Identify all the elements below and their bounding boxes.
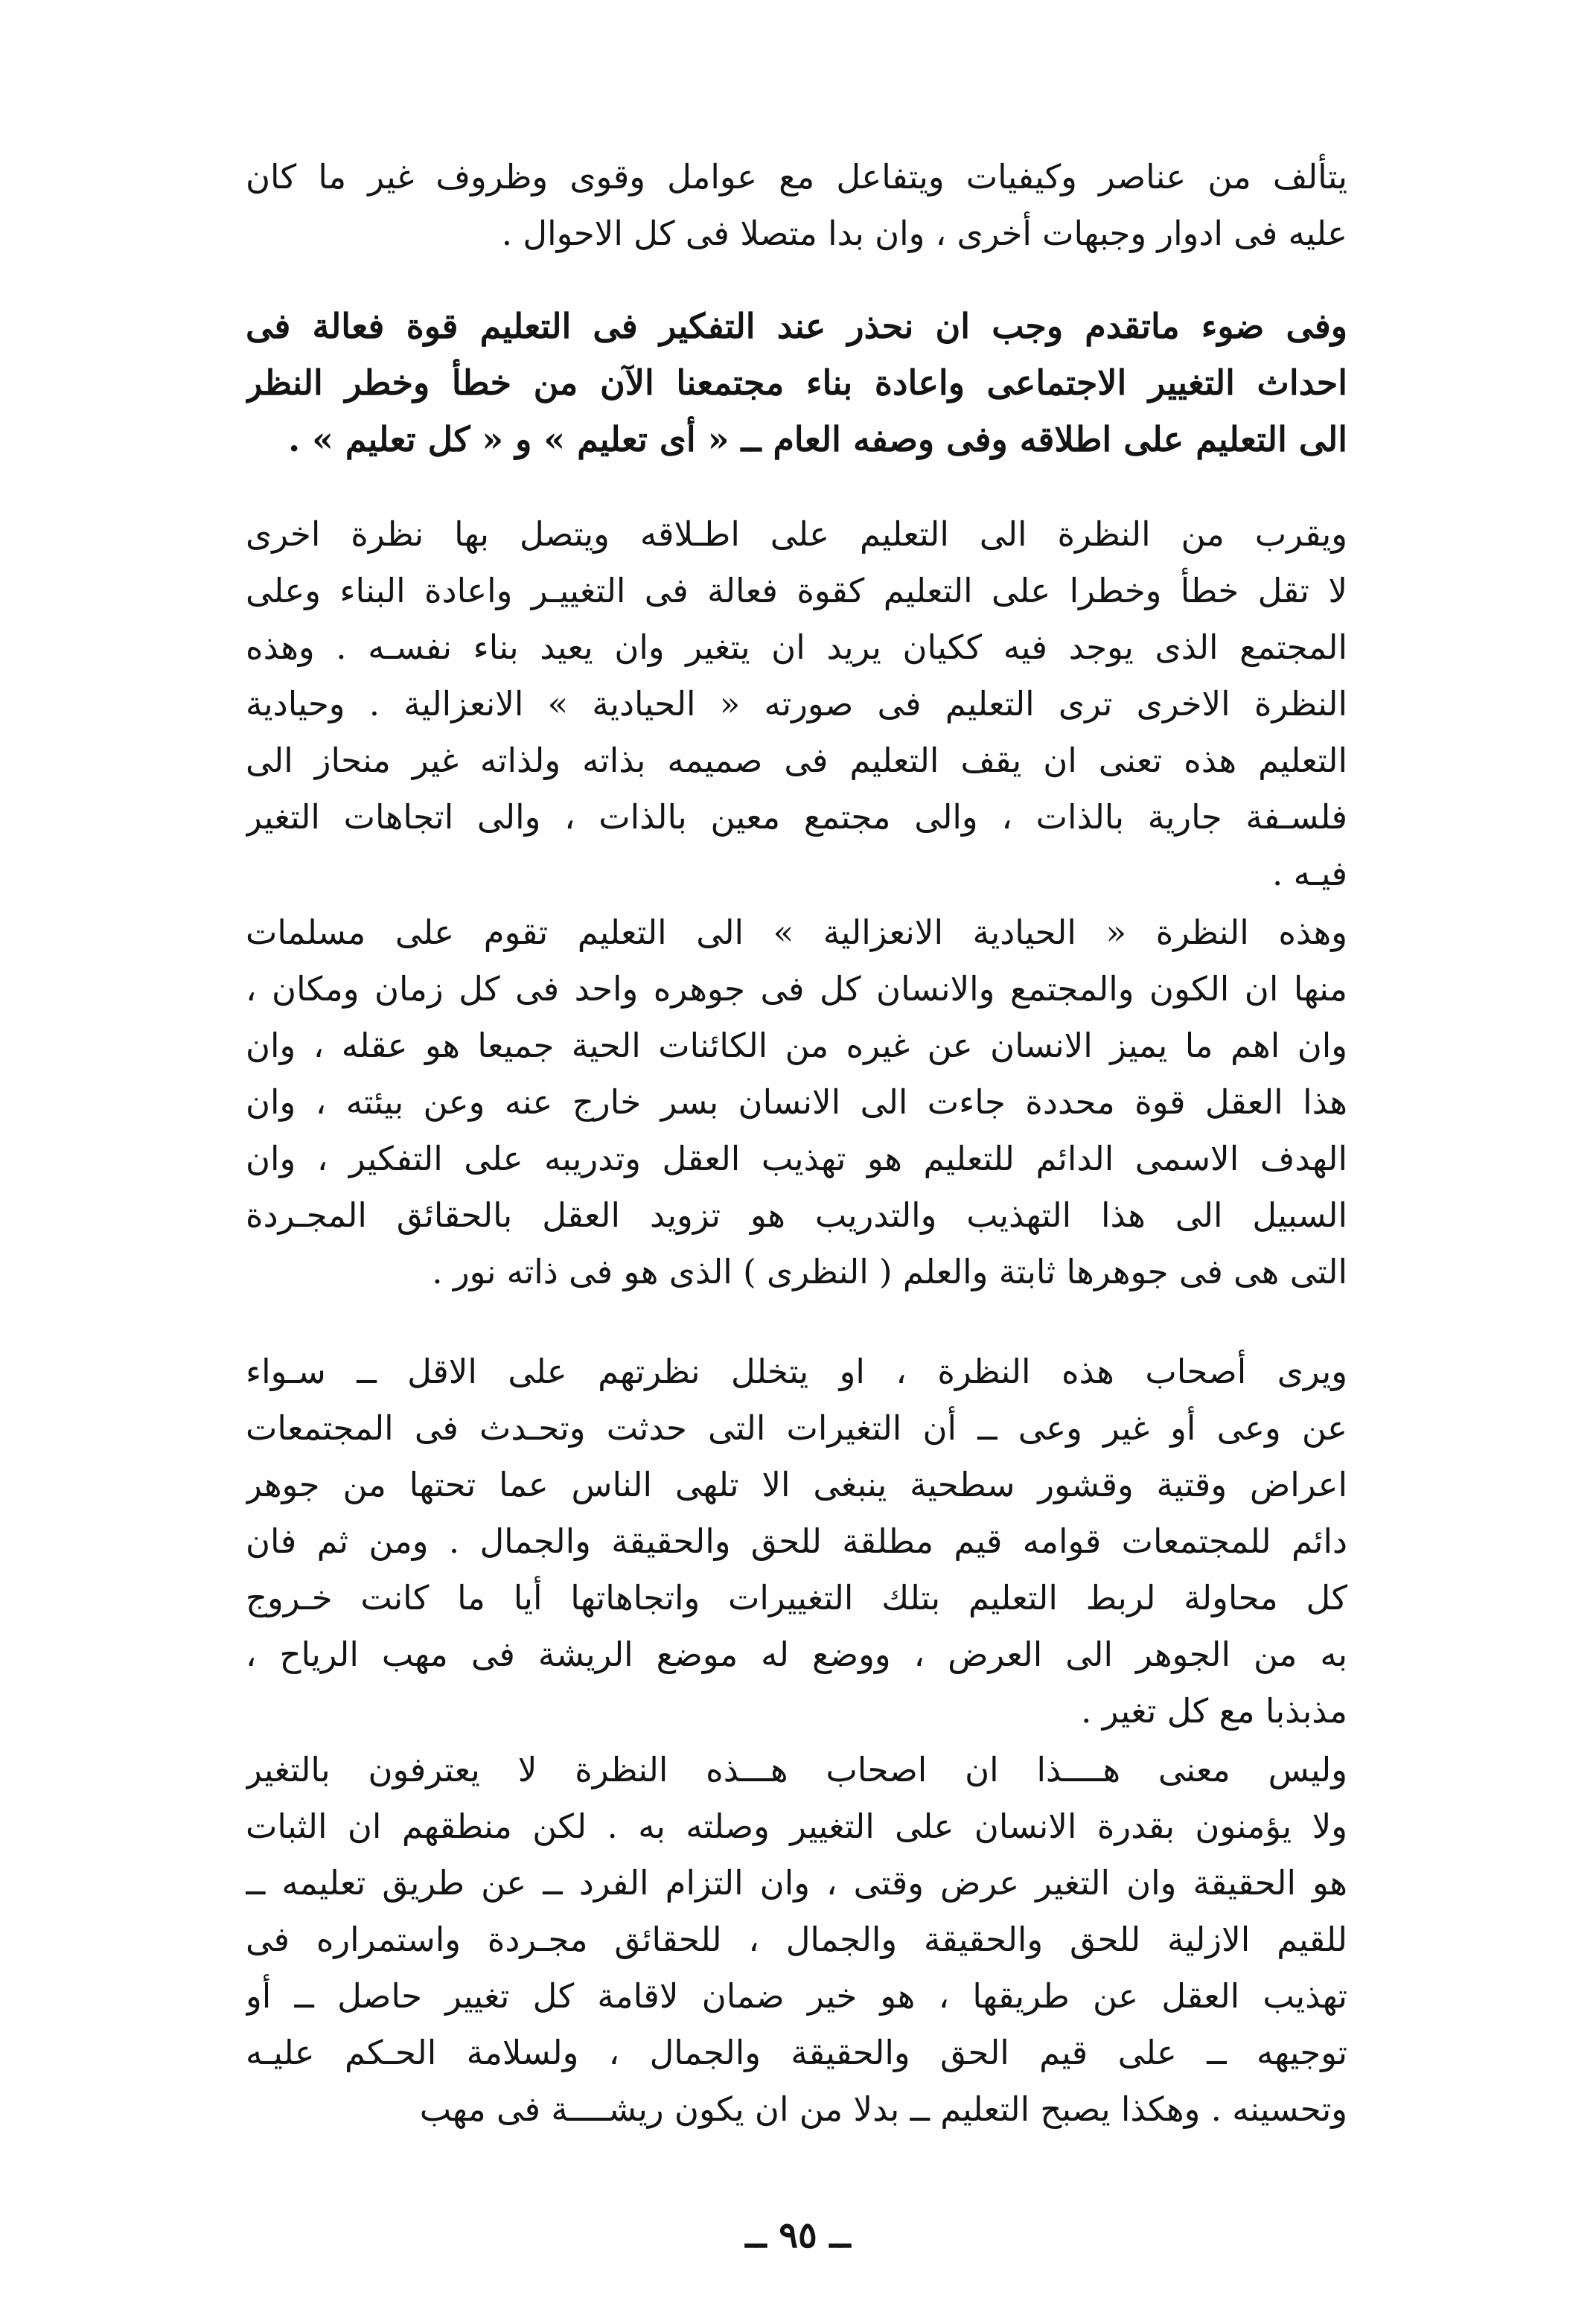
text-line: ولا يؤمنون بقدرة الانسان على التغيير وصلته به . لكن منطقهم ان الثبات bbox=[246, 1807, 1347, 1846]
text-line: منها ان الكون والمجتمع والانسان كل فى جوهره واحد فى كل زمان ومكان ، bbox=[246, 969, 1347, 1009]
text-line: مذبذبا مع كل تغير . bbox=[1081, 1691, 1347, 1731]
text-line: عن وعى أو غير وعى ــ أن التغيرات التى حدثت وتحـدث فى المجتمعات bbox=[246, 1408, 1347, 1448]
text-line: وتحسينه . وهكذا يصبح التعليم ــ بدلا من ان يكون ريشــــة فى مهب bbox=[419, 2089, 1347, 2129]
paragraph-4 bbox=[246, 904, 1347, 1300]
text-line: دائم للمجتمعات قوامه قيم مطلقة للحق والحقيقة والجمال . ومن ثم فان bbox=[246, 1521, 1347, 1561]
text-line: عليه فى ادوار وجبهات أخرى ، وان بدا متصلا فى كل الاحوال . bbox=[501, 214, 1347, 253]
text-line: وهذه النظرة « الحيادية الانعزالية » الى التعليم تقوم على مسلمات bbox=[246, 913, 1347, 952]
text-line: التى هى فى جوهرها ثابتة والعلم ( النظرى ) الذى هو فى ذاته نور . bbox=[432, 1252, 1347, 1291]
text-line: وان اهم ما يميز الانسان عن غيره من الكائنات الحية جميعا هو عقله ، وان bbox=[246, 1026, 1347, 1065]
text-line: لا تقل خطأ وخطرا على التعليم كقوة فعالة فى التغييـر واعادة البناء وعلى bbox=[246, 571, 1347, 610]
text-line: فلسـفة جارية بالذات ، والى مجتمع معين بالذات ، والى اتجاهات التغير bbox=[246, 797, 1347, 837]
text-line: السبيل الى هذا التهذيب والتدريب هو تزويد العقل بالحقائق المجـردة bbox=[246, 1195, 1347, 1235]
text-line: تهذيب العقل عن طريقها ، هو خير ضمان لاقامة كل تغيير حاصل ــ أو bbox=[246, 1976, 1347, 2016]
paragraph-5 bbox=[246, 1344, 1347, 1740]
paragraph-1 bbox=[246, 149, 1347, 262]
text-line: وليس معنى هــــذا ان اصحاب هـــذه النظرة لا يعترفون بالتغير bbox=[246, 1750, 1347, 1789]
text-line: ويرى أصحاب هذه النظرة ، او يتخلل نظرتهم على الاقل ــ سـواء bbox=[246, 1352, 1347, 1391]
text-line: يتألف من عناصر وكيفيات ويتفاعل مع عوامل وقوى وظروف غير ما كان bbox=[246, 157, 1347, 197]
text-line: وفى ضوء ماتقدم وجب ان نحذر عند التفكير فى التعليم قوة فعالة فى bbox=[246, 306, 1347, 346]
page-number: ــ ٩٥ ــ bbox=[745, 2214, 851, 2256]
text-line: كل محاولة لربط التعليم بتلك التغييرات واتجاهاتها أيا ما كانت خـروج bbox=[246, 1578, 1347, 1618]
text-line: به من الجوهر الى العرض ، ووضع له موضع الريشة فى مهب الرياح ، bbox=[246, 1635, 1347, 1674]
text-line: النظرة الاخرى ترى التعليم فى صورته « الحيادية » الانعزالية . وحيادية bbox=[246, 684, 1347, 724]
text-line: هو الحقيقة وان التغير عرض وقتى ، وان التزام الفرد ــ عن طريق تعليمه ــ bbox=[246, 1863, 1347, 1903]
text-line: ويقرب من النظرة الى التعليم على اطـلاقه ويتصل بها نظرة اخرى bbox=[246, 514, 1347, 554]
paragraph-3 bbox=[246, 506, 1347, 902]
text-line: التعليم هذه تعنى ان يقف التعليم فى صميمه بذاته ولذاته غير منحاز الى bbox=[246, 741, 1347, 780]
text-line: فيـه . bbox=[1271, 854, 1347, 893]
text-line: للقيم الازلية للحق والحقيقة والجمال ، للحقائق مجـردة واستمراره فى bbox=[246, 1920, 1347, 1959]
text-line: اعراض وقتية وقشور سطحية ينبغى الا تلهى الناس عما تحتها من جوهر bbox=[246, 1465, 1347, 1504]
paragraph-2-bold bbox=[246, 298, 1347, 467]
text-line: احداث التغيير الاجتماعى واعادة بناء مجتمعنا الآن من خطأ وخطر النظر bbox=[246, 363, 1347, 403]
text-line: المجتمع الذى يوجد فيه ككيان يريد ان يتغير وان يعيد بناء نفسـه . وهذه bbox=[246, 628, 1347, 667]
text-line: توجيهه ــ على قيم الحق والحقيقة والجمال ، ولسلامة الحـكم عليـه bbox=[246, 2033, 1347, 2072]
text-line: الهدف الاسمى الدائم للتعليم هو تهذيب العقل وتدريبه على التفكير ، وان bbox=[246, 1139, 1347, 1178]
text-line: هذا العقل قوة محددة جاءت الى الانسان بسر خارج عنه وعن بيئته ، وان bbox=[246, 1082, 1347, 1122]
text-line: الى التعليم على اطلاقه وفى وصفه العام ــ « أى تعليم » و « كل تعليم » . bbox=[288, 419, 1347, 459]
paragraph-6 bbox=[246, 1742, 1347, 2138]
